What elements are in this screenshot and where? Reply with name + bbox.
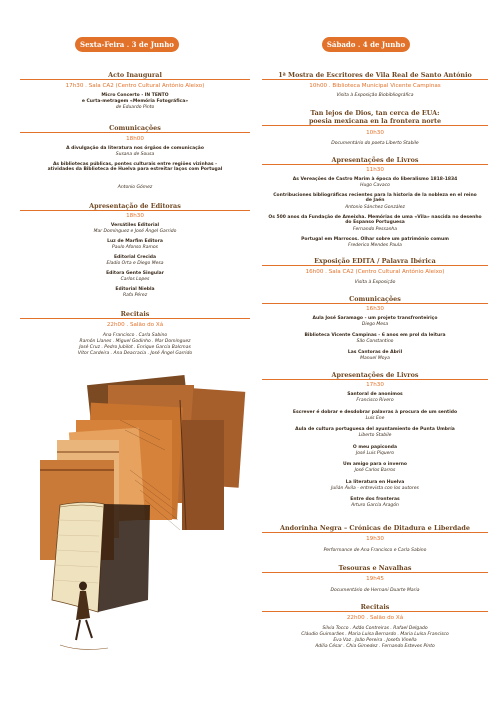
section-title: Apresentação de Editoras [20,203,250,211]
item-title: Escrever é dobrar e desdobrar palavras à procura de um sentido [292,410,458,415]
text-line: e Curta-metragem «Memória Fotográfica» [81,99,189,104]
item-author: Luís Ene [365,416,385,421]
item-title: Aula José Saramago - um projeto transfronteiriço [312,316,438,321]
text-line: Eva Vaz . João Pereira . Josefa Vinella [333,638,417,643]
item-title: Os 500 anos da Fundação de Ameixha. Memórias de uma «Vila» nascida no desenho do Espanso Portuguesa [268,215,482,226]
item-author: Susana de Sousa [115,152,155,157]
section-time: 17h30 . Sala CA2 (Centro Cultural António Aleixo) [65,83,205,89]
text-line: Micro Concerto - IN TENTO [101,93,169,98]
section-title: Acto Inaugural [20,72,250,80]
item-title: Biblioteca Vicente Campinas - 6 anos em prol da leitura [304,333,446,338]
section-title: Recitais [262,604,488,612]
item-author: Antonio Gómez [117,185,153,190]
text-line: Adília César . Chia Gimedez . Fernando Esteves Pinto [315,644,435,649]
item-title: Versátiles Editorial [110,223,160,228]
item-title: Las Cantoras de Abril [347,350,403,355]
text-line: Silvia Tocco . Adão Contreiras . Rafael Delgado [322,626,428,631]
item-title: Luz de Marfim Editora [107,239,163,244]
item-author: Francisco Rivero [356,398,394,403]
item-title: As bibliotecas públicas, pontes culturais entre regiões vizinhas - atividades da Biblioteca de Huelva para estreitar laços com Portugal [47,162,223,173]
item-author: Eladio Orta e Diego Mesa [106,261,164,266]
day-pill-saturday: Sábado . 4 de Junho [322,37,410,52]
item-author: Diego Mesa [361,322,389,327]
item-title: Santoral de anonimos [347,392,403,397]
text-line: Visita à Exposição Biobibliográfica [336,93,414,98]
text-line: Cláudio Guimarães . Maria Luísa Bernardo . Maria Luísa Francisco [301,632,449,637]
section-time: 16h30 [366,306,384,312]
section-time: 16h00 . Sala CA2 (Centro Cultural António Aleixo) [305,269,445,275]
section-title: Recitais [20,311,250,319]
text-line: Vítor Cardeira . Ana Deacracia . José Ángel Garrido [77,351,193,356]
item-title: Entre dos fronteras [350,497,400,502]
text-line: Performance de Ana Francisco e Carla Sabino [323,548,427,553]
section-title: Andorinha Negra – Crónicas de Ditadura e Liberdade [262,525,488,533]
section-time: 22h00 . Salão do Xá [106,322,164,328]
item-author: Manuel Moya [360,356,390,361]
item-author: Julián Ávila - entrevista con los autores [331,486,419,491]
item-author: Frederico Mendes Paula [348,243,402,248]
text-line: Documentário do poeta Liberto Stabile [331,141,419,146]
text-line: de Eduardo Pinto [115,105,155,110]
item-title: La literatura en Huelva [345,480,405,485]
text-line: Visita à Exposição [354,280,396,285]
section-title: Comunicações [262,296,488,304]
section-title: Tan lejos de Dios, tan cerca de EUA: [310,109,440,117]
item-author: Mar Domínguez e José Ángel Garrido [93,229,177,234]
item-title: As Vereações de Castro Marim à época do liberalismo 1818-1834 [292,177,458,182]
section-title: 1ª Mostra de Escritores de Vila Real de Santo António [262,72,488,80]
item-author: José Luis Piquero [355,451,395,456]
item-author: São Constantino [356,339,394,344]
text-line: José Cruz . Pedro Jubilot . Enrique Garcia Balcmas [79,345,191,350]
section-title: Apresentações de Livros [262,157,488,165]
item-title: Editorial Niebla [115,287,155,292]
item-author: Antonio Sánchez González [345,205,405,210]
text-line: Ramón Llanes . Miguel Godinho . Mar Domínguez [79,339,191,344]
day-pill-friday: Sexta-Feira . 3 de Junho [75,37,179,52]
item-title: A divulgação da literatura nos órgãos de comunicação [66,146,204,151]
item-title: Aula de cultura portuguesa del ayuntamiento de Punta Umbría [295,427,455,432]
item-author: Paulo Afonso Ramos [112,245,158,250]
section-time: 19h30 [366,536,384,542]
item-title: O meu papiconda [352,445,398,450]
open-book-door [52,502,150,612]
text-line: Documentário de Hernani Duarte Maria [330,588,420,593]
section-title: Exposição EDITA / Palavra Ibérica [262,258,488,266]
section-time: 11h30 [366,167,384,173]
item-title: Contribuciones bibliográficas recientes para la historia de la nobleza en el reino de Jaén [273,193,477,204]
item-author: Fernando Pessanha [352,227,398,232]
item-title: Editorial Crecida [113,255,157,260]
item-author: Rafa Pérez [122,293,148,298]
section-time: 17h30 [366,382,384,388]
section-title: Tesouras e Navalhas [262,565,488,573]
section-title: poesia mexicana en la frontera norte [262,118,488,126]
section-time: 10h30 [366,130,384,136]
section-title: Comunicações [20,125,250,133]
right-column [262,0,488,705]
item-author: Arturo García Aragón [351,503,399,508]
item-author: Liberto Stabile [358,433,392,438]
item-title: Portugal em Marrocos. Olhar sobre um património comum [301,237,449,242]
section-time: 18h30 [126,213,144,219]
section-time: 19h45 [366,576,384,582]
section-time: 22h00 . Salão do Xá [346,615,404,621]
item-title: Editora Gente Singular [106,271,164,276]
section-title: Apresentações de Livros [262,372,488,380]
text-line: Ana Francisco . Carla Sabino [102,333,168,338]
item-author: Carlos Lopes [120,277,150,282]
item-author: José Carlos Barros [354,468,396,473]
section-time: 18h00 [126,136,144,142]
item-title: Um amigo para o inverno [342,462,408,467]
item-author: Hugo Cavaco [360,183,390,188]
section-time: 10h00 . Biblioteca Municipal Vicente Campinas [309,83,441,89]
